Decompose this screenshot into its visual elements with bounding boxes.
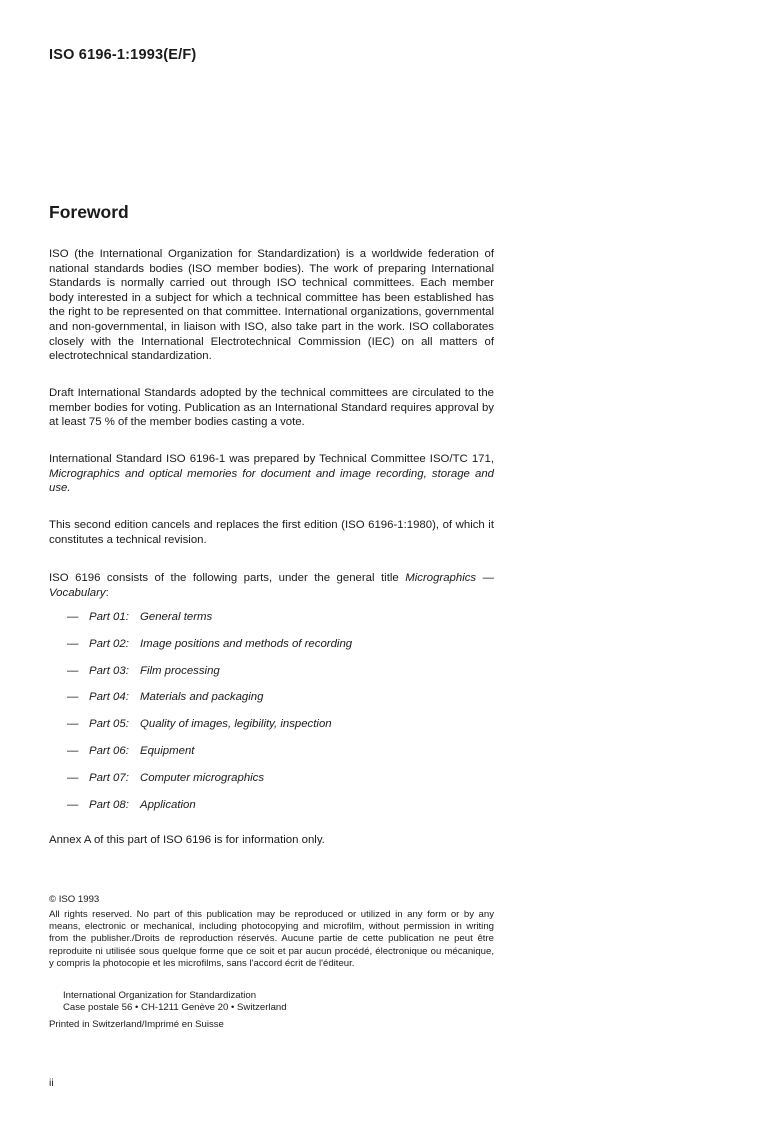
copyright-notice: © ISO 1993 [49, 894, 100, 905]
page-title: Foreword [49, 202, 129, 222]
paragraph-3-text: International Standard ISO 6196-1 was prepared by Technical Committee ISO/TC 171, [49, 453, 494, 465]
rights-statement: All rights reserved. No part of this publication may be reproduced or utilized in any form or by any means, electronic or mechanical, including photocopying and microfilm, without permission in writing from the publisher./Droits de reproduction réservés. Aucune partie de cette publication ne peut être reproduite ni utilisée sous quelque forme que ce soit et par aucun procédé, électronique ou mécanique, y compris la photocopie et les microfilms, sans l'accord écrit de l'éditeur. [49, 909, 494, 969]
part-number: Part 03: [89, 664, 129, 677]
part-number: Part 04: [89, 691, 129, 704]
list-item [67, 717, 352, 744]
publisher-address [63, 990, 287, 1014]
list-item [67, 690, 352, 717]
list-dash: — [67, 664, 79, 677]
printed-notice: Printed in Switzerland/Imprimé en Suisse [49, 1019, 224, 1030]
foreword-paragraph-1: ISO (the International Organization for Standardization) is a worldwide federation of national standards bodies (ISO member bodies). The work of preparing International Standards is normally carried out through ISO technical committees. Each member body interested in a subject for which a technical committee has been established has the right to be represented on that committee. International organizations, governmental and non-governmental, in liaison with ISO, also take part in the work. ISO collaborates closely with the International Electrotechnical Commission (IEC) on all matters of electrotechnical standardization. [49, 248, 494, 363]
list-dash: — [67, 771, 79, 784]
list-item [67, 771, 352, 798]
list-item [67, 744, 352, 771]
part-title: Film processing [140, 664, 220, 677]
org-address: Case postale 56 • CH-1211 Genève 20 • Switzerland [63, 1002, 287, 1014]
standard-identifier: ISO 6196-1:1993(E/F) [49, 47, 197, 63]
part-title: Image positions and methods of recording [140, 637, 353, 650]
part-number: Part 05: [89, 718, 129, 731]
list-item [67, 664, 352, 691]
list-item [67, 637, 352, 664]
part-title: Quality of images, legibility, inspection [140, 718, 332, 731]
parts-list [67, 610, 352, 824]
list-dash: — [67, 611, 79, 623]
part-title: General terms [140, 611, 213, 623]
paragraph-5-suffix: : [105, 586, 109, 599]
foreword-paragraph-5 [49, 571, 494, 600]
list-item [67, 610, 352, 637]
list-dash: — [67, 798, 79, 811]
list-dash: — [67, 691, 79, 704]
committee-title: Micrographics and optical memories for document and image recording, storage and use. [49, 467, 494, 495]
part-title: Equipment [140, 744, 195, 757]
org-name: International Organization for Standardization [63, 990, 257, 1001]
part-number: Part 01: [89, 611, 129, 623]
paragraph-5-text: ISO 6196 consists of the following parts, under the general title [49, 572, 406, 584]
page-number: ii [49, 1077, 54, 1089]
foreword-paragraph-3 [49, 452, 494, 496]
part-title: Computer micrographics [140, 771, 265, 784]
part-number: Part 02: [89, 637, 129, 650]
general-title: Micrographics — Vocabulary [49, 572, 495, 599]
part-number: Part 07: [89, 771, 129, 784]
foreword-paragraph-4: This second edition cancels and replaces the first edition (ISO 6196-1:1980), of which it constitutes a technical revision. [49, 519, 494, 546]
list-dash: — [67, 637, 79, 650]
list-dash: — [67, 744, 79, 757]
part-title: Application [140, 798, 196, 811]
part-number: Part 06: [89, 744, 129, 757]
part-number: Part 08: [89, 798, 129, 811]
list-item [67, 798, 352, 825]
list-dash: — [67, 718, 79, 731]
foreword-paragraph-2: Draft International Standards adopted by the technical committees are circulated to the member bodies for voting. Publication as an International Standard requires approval by at least 75 % of the member bodies casting a vote. [49, 387, 494, 429]
annex-note: Annex A of this part of ISO 6196 is for information only. [49, 834, 325, 846]
part-title: Materials and packaging [140, 691, 264, 704]
